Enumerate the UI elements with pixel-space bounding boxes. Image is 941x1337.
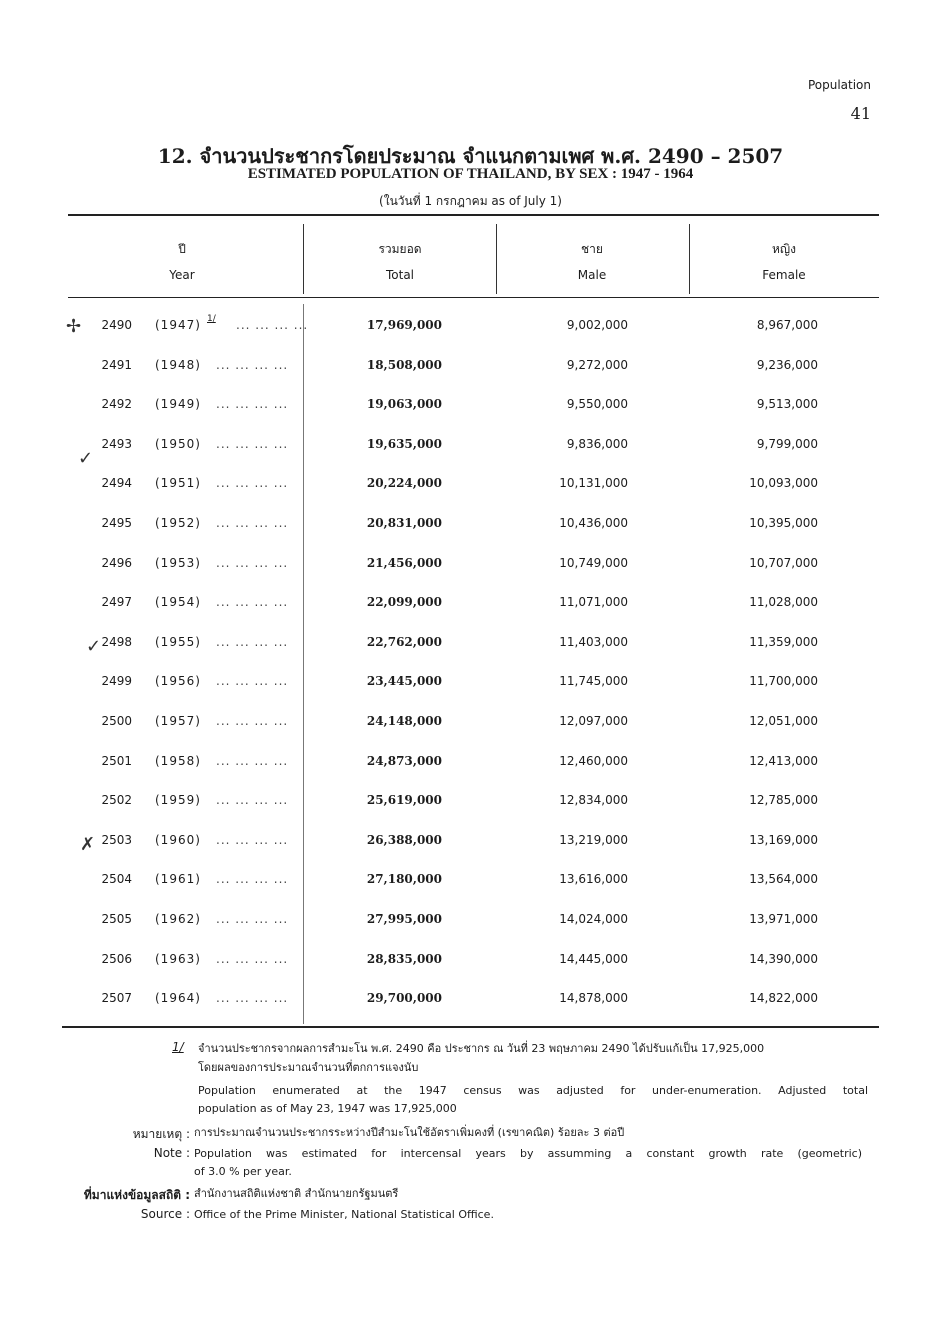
total-cell: 28,835,000 — [366, 952, 442, 966]
female-cell: 9,236,000 — [756, 358, 818, 372]
female-cell: 8,967,000 — [756, 318, 818, 332]
year-be-cell: 2492 — [101, 397, 132, 411]
year-ad-cell: (1962) — [155, 912, 201, 926]
header-year-english: Year — [169, 268, 195, 282]
table-subtitle: (ในวันที่ 1 กรกฎาคม as of July 1) — [379, 194, 562, 208]
leader-dots: ... ... ... ... — [216, 674, 289, 688]
male-cell: 12,834,000 — [559, 793, 628, 807]
female-cell: 13,971,000 — [749, 912, 818, 926]
section-label: Population — [807, 78, 871, 92]
footnote-english-line-2: population as of May 23, 1947 was 17,925,000 — [198, 1102, 457, 1115]
male-cell: 12,097,000 — [559, 714, 628, 728]
table-row — [0, 754, 941, 793]
table-row — [0, 556, 941, 595]
table-row — [0, 991, 941, 1030]
table-row — [0, 595, 941, 634]
year-ad-cell: (1964) — [155, 991, 201, 1005]
table-row — [0, 476, 941, 515]
year-be-cell: 2493 — [101, 437, 132, 451]
header-male-english: Male — [577, 268, 607, 282]
source-label-thai: ที่มาแห่งข้อมูลสถิติ : — [83, 1188, 190, 1202]
column-divider-3 — [689, 224, 690, 294]
total-cell: 29,700,000 — [366, 991, 442, 1005]
table-row — [0, 437, 941, 476]
leader-dots: ... ... ... ... — [216, 595, 289, 609]
page-number: 41 — [850, 104, 871, 123]
total-cell: 23,445,000 — [366, 674, 442, 688]
female-cell: 9,799,000 — [756, 437, 818, 451]
male-cell: 11,403,000 — [559, 635, 628, 649]
table-row — [0, 872, 941, 911]
leader-dots: ... ... ... ... — [216, 556, 289, 570]
year-ad-cell: (1951) — [155, 476, 201, 490]
note-text-thai: การประมาณจำนวนประชากรระหว่างปีสำมะโนใช้อัตราเพิ่มคงที่ (เรขาคณิต) ร้อยละ 3 ต่อปี — [194, 1126, 625, 1139]
year-be-cell: 2496 — [101, 556, 132, 570]
note-label-thai: หมายเหตุ : — [132, 1127, 190, 1141]
leader-dots: ... ... ... ... — [216, 912, 289, 926]
year-be-cell: 2502 — [101, 793, 132, 807]
total-cell: 27,180,000 — [366, 872, 442, 886]
female-cell: 11,700,000 — [749, 674, 818, 688]
female-cell: 14,390,000 — [749, 952, 818, 966]
male-cell: 14,445,000 — [559, 952, 628, 966]
male-cell: 12,460,000 — [559, 754, 628, 768]
year-be-cell: 2494 — [101, 476, 132, 490]
total-cell: 25,619,000 — [366, 793, 442, 807]
leader-dots: ... ... ... ... — [216, 358, 289, 372]
male-cell: 10,436,000 — [559, 516, 628, 530]
year-be-cell: 2505 — [101, 912, 132, 926]
year-ad-cell: (1958) — [155, 754, 201, 768]
year-be-cell: 2503 — [101, 833, 132, 847]
leader-dots: ... ... ... ... — [216, 991, 289, 1005]
column-divider-2 — [496, 224, 497, 294]
year-be-cell: 2491 — [101, 358, 132, 372]
year-be-cell: 2495 — [101, 516, 132, 530]
table-row — [0, 714, 941, 753]
total-cell: 20,831,000 — [366, 516, 442, 530]
total-cell: 19,635,000 — [366, 437, 442, 451]
header-female-english: Female — [762, 268, 806, 282]
male-cell: 9,836,000 — [566, 437, 628, 451]
header-total-thai: รวมยอด — [378, 242, 422, 256]
male-cell: 13,616,000 — [559, 872, 628, 886]
year-be-cell: 2504 — [101, 872, 132, 886]
year-ad-cell: (1950) — [155, 437, 201, 451]
year-be-cell: 2501 — [101, 754, 132, 768]
female-cell: 11,359,000 — [749, 635, 818, 649]
female-cell: 12,785,000 — [749, 793, 818, 807]
female-cell: 10,093,000 — [749, 476, 818, 490]
table-row — [0, 635, 941, 674]
female-cell: 12,413,000 — [749, 754, 818, 768]
year-be-cell: 2507 — [101, 991, 132, 1005]
female-cell: 12,051,000 — [749, 714, 818, 728]
table-title-thai: 12. จำนวนประชากรโดยประมาณ จำแนกตามเพศ พ.ศ. 2490 – 2507 — [157, 144, 784, 168]
table-row — [0, 793, 941, 832]
year-be-cell: 2498 — [101, 635, 132, 649]
note-text-english-line-1: Population was estimated for intercensal years by assumming a constant growth rate (geometric) — [194, 1147, 862, 1160]
year-ad-cell: (1956) — [155, 674, 201, 688]
header-male-thai: ชาย — [581, 242, 603, 256]
leader-dots: ... ... ... ... — [216, 516, 289, 530]
source-label-english: Source : — [140, 1207, 190, 1221]
male-cell: 14,878,000 — [559, 991, 628, 1005]
total-cell: 18,508,000 — [366, 358, 442, 372]
year-ad-cell: (1959) — [155, 793, 201, 807]
leader-dots: ... ... ... ... — [236, 318, 309, 332]
year-be-cell: 2497 — [101, 595, 132, 609]
male-cell: 9,550,000 — [566, 397, 628, 411]
total-cell: 24,148,000 — [366, 714, 442, 728]
female-cell: 10,395,000 — [749, 516, 818, 530]
female-cell: 11,028,000 — [749, 595, 818, 609]
year-be-cell: 2500 — [101, 714, 132, 728]
female-cell: 13,169,000 — [749, 833, 818, 847]
leader-dots: ... ... ... ... — [216, 872, 289, 886]
year-be-cell: 2506 — [101, 952, 132, 966]
total-cell: 27,995,000 — [366, 912, 442, 926]
male-cell: 10,749,000 — [559, 556, 628, 570]
male-cell: 9,002,000 — [566, 318, 628, 332]
total-cell: 22,099,000 — [366, 595, 442, 609]
footnote-marker: 1/ — [172, 1040, 184, 1054]
year-ad-cell: (1949) — [155, 397, 201, 411]
table-row — [0, 912, 941, 951]
male-cell: 10,131,000 — [559, 476, 628, 490]
footnote-reference: 1/ — [207, 314, 216, 324]
table-row — [0, 397, 941, 436]
handwritten-cross-mark-icon: ✢ — [66, 316, 82, 337]
note-text-english-line-2: of 3.0 % per year. — [194, 1165, 292, 1178]
total-cell: 26,388,000 — [366, 833, 442, 847]
year-ad-cell: (1955) — [155, 635, 201, 649]
male-cell: 14,024,000 — [559, 912, 628, 926]
handwritten-check-mark-icon: ✓ — [78, 448, 94, 469]
leader-dots: ... ... ... ... — [216, 952, 289, 966]
leader-dots: ... ... ... ... — [216, 754, 289, 768]
table-row — [0, 516, 941, 555]
table-row — [0, 952, 941, 991]
total-cell: 20,224,000 — [366, 476, 442, 490]
table-row — [0, 833, 941, 872]
source-text-thai: สำนักงานสถิติแห่งชาติ สำนักนายกรัฐมนตรี — [194, 1187, 399, 1200]
leader-dots: ... ... ... ... — [216, 714, 289, 728]
male-cell: 11,745,000 — [559, 674, 628, 688]
year-ad-cell: (1948) — [155, 358, 201, 372]
female-cell: 13,564,000 — [749, 872, 818, 886]
table-title-english: ESTIMATED POPULATION OF THAILAND, BY SEX : 1947 - 1964 — [247, 166, 694, 182]
footnote-thai-line-1: จำนวนประชากรจากผลการสำมะโน พ.ศ. 2490 คือ ประชากร ณ วันที่ 23 พฤษภาคม 2490 ได้ปรับแก้เป็น 17,925,000 — [198, 1042, 765, 1055]
leader-dots: ... ... ... ... — [216, 833, 289, 847]
year-be-cell: 2499 — [101, 674, 132, 688]
year-ad-cell: (1953) — [155, 556, 201, 570]
header-bottom-rule — [68, 297, 879, 298]
handwritten-x-mark-icon: ✗ — [80, 834, 96, 855]
year-be-cell: 2490 — [101, 318, 132, 332]
female-cell: 9,513,000 — [756, 397, 818, 411]
header-female-thai: หญิง — [772, 242, 796, 256]
male-cell: 13,219,000 — [559, 833, 628, 847]
footnote-thai-line-2: โดยผลของการประมาณจำนวนที่ตกการแจงนับ — [198, 1061, 419, 1074]
female-cell: 10,707,000 — [749, 556, 818, 570]
handwritten-check-mark-icon: ✓ — [86, 636, 102, 657]
male-cell: 11,071,000 — [559, 595, 628, 609]
source-text-english: Office of the Prime Minister, National Statistical Office. — [194, 1208, 494, 1221]
year-ad-cell: (1952) — [155, 516, 201, 530]
year-ad-cell: (1961) — [155, 872, 201, 886]
total-cell: 22,762,000 — [366, 635, 442, 649]
header-year-thai: ปี — [178, 242, 186, 256]
year-ad-cell: (1954) — [155, 595, 201, 609]
note-label-english: Note : — [153, 1146, 190, 1160]
total-cell: 24,873,000 — [366, 754, 442, 768]
total-cell: 19,063,000 — [366, 397, 442, 411]
leader-dots: ... ... ... ... — [216, 476, 289, 490]
header-total-english: Total — [385, 268, 415, 282]
year-ad-cell: (1957) — [155, 714, 201, 728]
total-cell: 17,969,000 — [366, 318, 442, 332]
leader-dots: ... ... ... ... — [216, 397, 289, 411]
column-divider-1 — [303, 224, 304, 294]
table-top-rule — [68, 214, 879, 216]
year-ad-cell: (1963) — [155, 952, 201, 966]
table-row — [0, 674, 941, 713]
leader-dots: ... ... ... ... — [216, 437, 289, 451]
table-row — [0, 314, 941, 357]
total-cell: 21,456,000 — [366, 556, 442, 570]
leader-dots: ... ... ... ... — [216, 793, 289, 807]
table-row — [0, 358, 941, 397]
leader-dots: ... ... ... ... — [216, 635, 289, 649]
year-ad-cell: (1947) — [155, 318, 201, 332]
female-cell: 14,822,000 — [749, 991, 818, 1005]
footnote-english-line-1: Population enumerated at the 1947 census was adjusted for under-enumeration. Adjusted total — [198, 1084, 868, 1097]
male-cell: 9,272,000 — [566, 358, 628, 372]
year-ad-cell: (1960) — [155, 833, 201, 847]
